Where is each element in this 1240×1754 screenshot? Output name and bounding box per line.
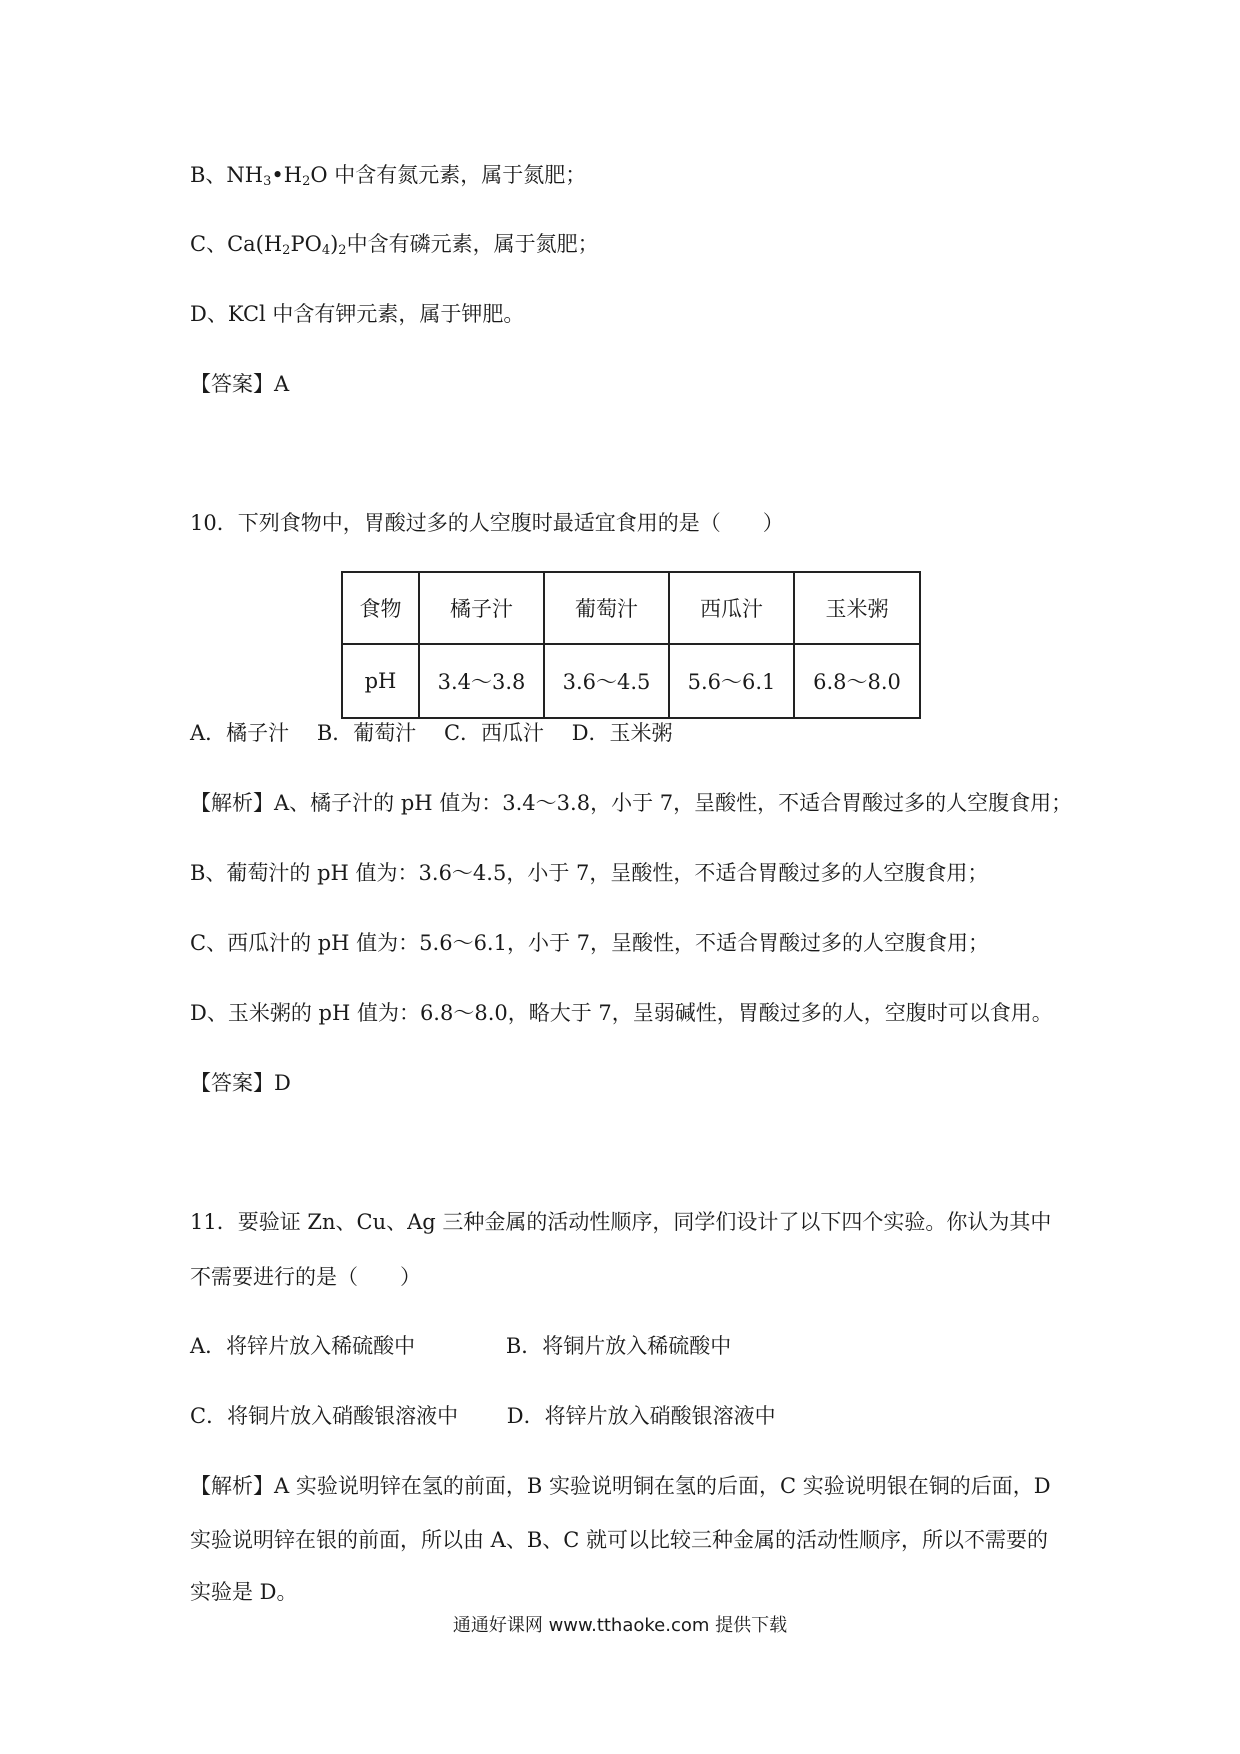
q11-analysis-line: 实验是 D。	[190, 1580, 298, 1604]
table-header-cell: 葡萄汁	[544, 572, 669, 644]
table-cell: 5.6～6.1	[669, 644, 794, 718]
q11-analysis-line: 实验说明锌在银的前面，所以由 A、B、C 就可以比较三种金属的活动性顺序，所以不需要的	[190, 1528, 1049, 1552]
q9-option-d: D、KCl 中含有钾元素，属于钾肥。	[190, 302, 525, 326]
table-header-cell: 橘子汁	[419, 572, 544, 644]
ph-table	[341, 571, 921, 719]
table-row	[342, 572, 920, 644]
q10-analysis-line: D、玉米粥的 pH 值为：6.8～8.0，略大于 7，呈弱碱性，胃酸过多的人，空腹时可以食用。	[190, 1001, 1053, 1025]
table-row	[342, 644, 920, 718]
table-cell: 6.8～8.0	[794, 644, 920, 718]
q9-option-b: B、$NH_3•H_2O$ 中含有氮元素，属于氮肥；	[190, 163, 587, 189]
q11-stem: 11．要验证 Zn、Cu、Ag 三种金属的活动性顺序，同学们设计了以下四个实验。你认为其中	[190, 1210, 1052, 1234]
q11-options: C．将铜片放入硝酸银溶液中 D．将锌片放入硝酸银溶液中	[190, 1404, 776, 1428]
q10-answer: 【答案】D	[190, 1071, 291, 1095]
q10-analysis-line: B、葡萄汁的 pH 值为：3.6～4.5，小于 7，呈酸性，不适合胃酸过多的人空腹食用；	[190, 861, 989, 885]
q11-analysis-line: 【解析】A 实验说明锌在氢的前面，B 实验说明铜在氢的后面，C 实验说明银在铜的后面，D	[190, 1474, 1051, 1498]
q11-stem: 不需要进行的是（ ）	[190, 1265, 421, 1289]
page-footer: 通通好课网 www.tthaoke.com 提供下载	[452, 1615, 788, 1636]
table-cell: 3.6～4.5	[544, 644, 669, 718]
q9-answer: 【答案】A	[190, 372, 290, 396]
q10-stem: 10．下列食物中，胃酸过多的人空腹时最适宜食用的是（ ）	[190, 511, 784, 535]
q10-analysis-line: 【解析】A、橘子汁的 pH 值为：3.4～3.8，小于 7，呈酸性，不适合胃酸过多的人空腹食用；	[190, 791, 1073, 815]
table-header-cell: 玉米粥	[794, 572, 920, 644]
table-cell: 3.4～3.8	[419, 644, 544, 718]
q10-options: A．橘子汁 B．葡萄汁 C．西瓜汁 D．玉米粥	[190, 721, 673, 745]
table-cell: pH	[342, 644, 419, 718]
table-header-cell: 西瓜汁	[669, 572, 794, 644]
q10-analysis-line: C、西瓜汁的 pH 值为：5.6～6.1，小于 7，呈酸性，不适合胃酸过多的人空腹食用；	[190, 931, 990, 955]
q11-options: A．将锌片放入稀硫酸中 B．将铜片放入稀硫酸中	[190, 1334, 732, 1358]
q9-option-c: C、$Ca(H_2PO_4)_2$中含有磷元素，属于氮肥；	[190, 232, 599, 258]
table-header-cell: 食物	[342, 572, 419, 644]
